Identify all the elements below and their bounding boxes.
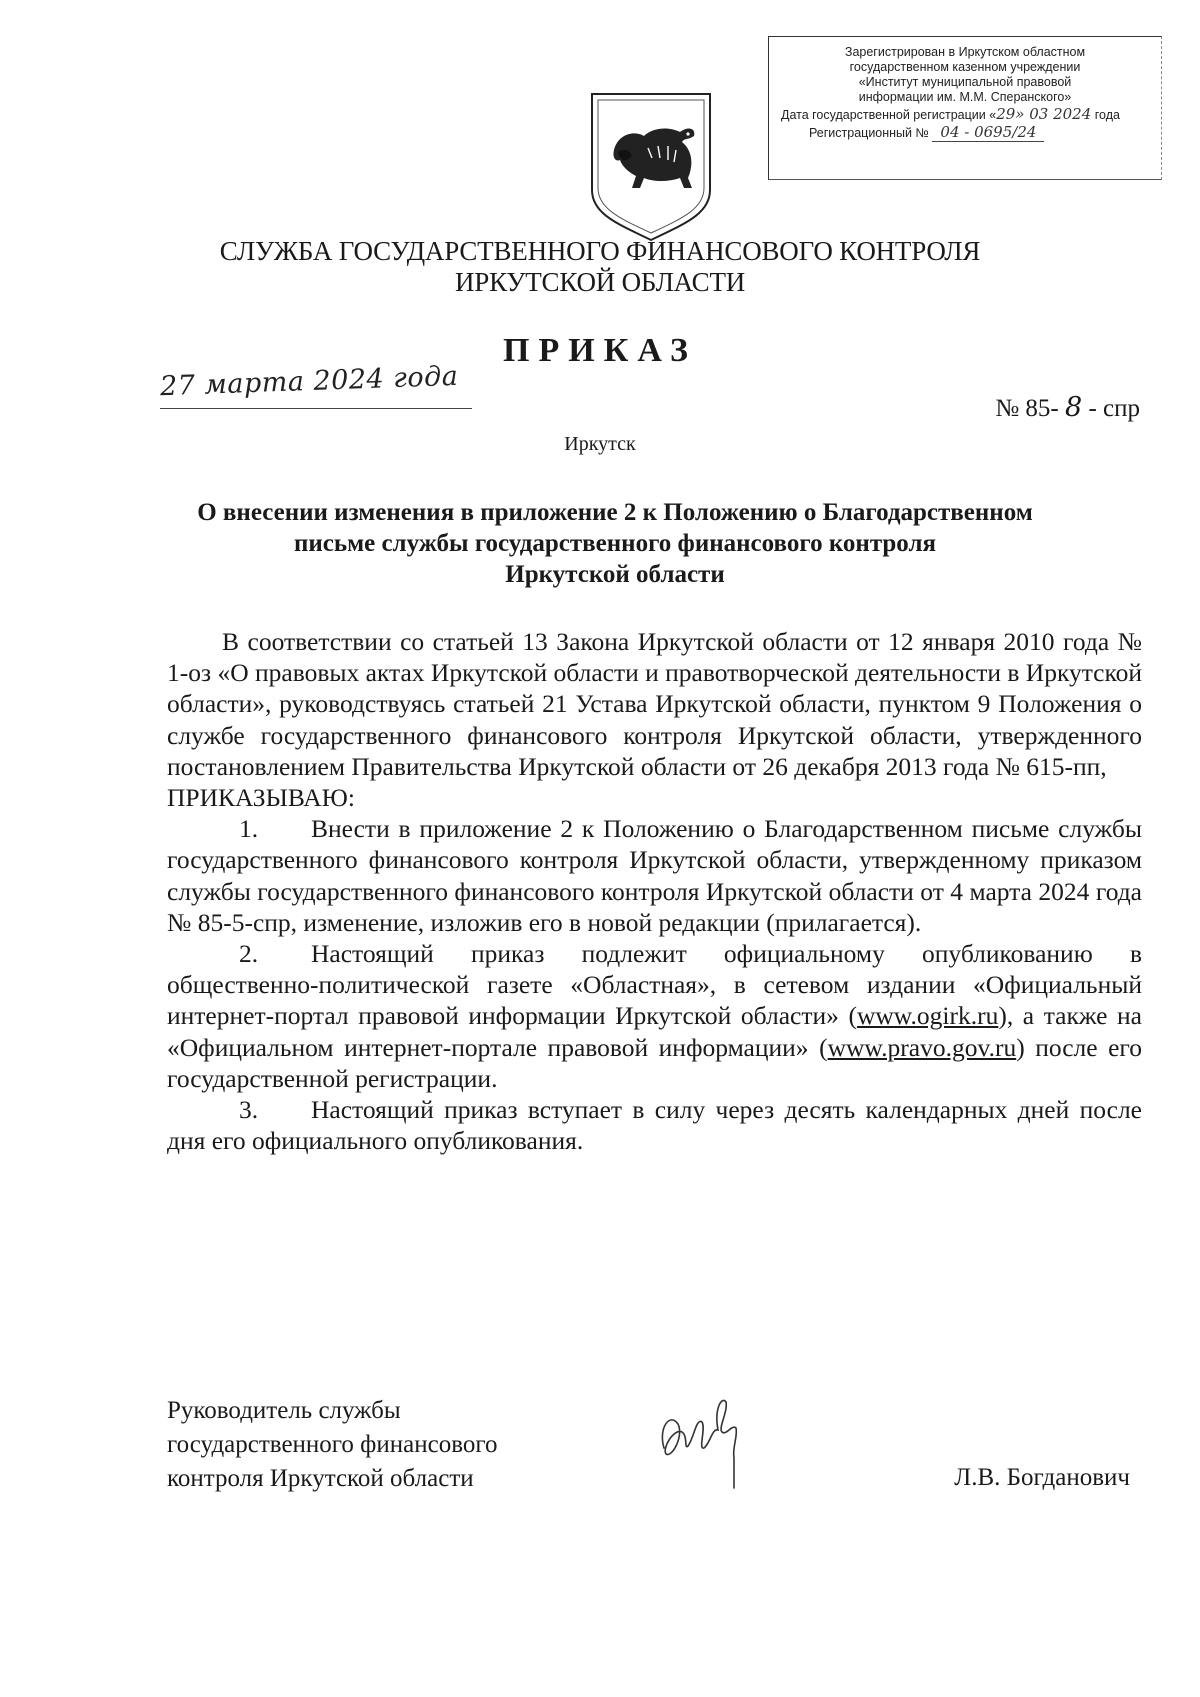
stamp-date-handwritten: 29» 03 2024 [996,105,1092,123]
order-number-suffix: - спр [1088,395,1140,422]
order-number [995,392,1140,423]
item-3-text: Настоящий приказ вступает в силу через десять календарных дней после дня его официального опубликования. [167,1095,1142,1156]
subject-line-3: Иркутской области [505,561,725,588]
item-3-paragraph [167,1094,1142,1156]
handwritten-signature [652,1388,752,1498]
order-word: ПРИКАЗЫВАЮ: [167,783,355,813]
position-line-2: государственного финансового [167,1431,498,1458]
coat-of-arms-icon [588,92,714,242]
position-line-1: Руководитель службы [167,1397,401,1424]
order-number-handwritten: 8 [1065,392,1083,423]
stamp-reg-row [809,125,1044,141]
item-2-text-part-3: ) после его государственной регистрации. [167,1032,1143,1093]
stamp-line-4: информации им. М.М. Сперанского» [858,90,1072,104]
item-1-paragraph [167,813,1142,938]
stamp-date-suffix: года [1094,108,1120,122]
document-body [167,626,1142,1156]
stamp-reg-handwritten: 04 - 0695/24 [932,123,1044,142]
stamp-line-2: государственном казенном учреждении [849,60,1081,74]
stamp-date-label: Дата государственной регистрации « [781,108,997,122]
item-3-number: 3. [239,1095,259,1125]
item-1-text: Внести в приложение 2 к Положению о Благодарственном письме службы государственного финансового контроля Иркутской области, утвержденному приказом службы государственного финансового контроля Иркутской области от 4 марта 2024 года № 85-5-спр, изменение, изложив его в новой редакции (прилагается). [167,814,1142,937]
handwritten-date: 27 марта 2024 года [159,360,459,403]
position-line-3: контроля Иркутской области [167,1465,474,1492]
date-underline [160,408,472,409]
item-2-text-part-1: Настоящий приказ подлежит официальному опубликованию в общественно-политической газете «Областная», в сетевом издании «Официальный интернет-портал правовой информации Иркутской области» ( [167,939,1142,1031]
item-2-paragraph [167,938,1142,1094]
item-1-number: 1. [239,814,259,844]
city: Иркутск [564,433,636,455]
order-number-prefix: № 85- [995,395,1059,422]
pravo-link[interactable]: www.pravo.gov.ru [827,1032,1017,1062]
preamble-paragraph: В соответствии со статьей 13 Закона Иркутской области от 12 января 2010 года № 1-оз «О правовых актах Иркутской области и правотворческой деятельности в Иркутской области», руководствуясь статьей 21 Устава Иркутской области, пунктом 9 Положения о службе государственного финансового контроля Иркутской области, утвержденного постановлением Правительства Иркутской области от 26 декабря 2013 года № 615-пп, [167,627,1142,781]
ogirk-link[interactable]: www.ogirk.ru [856,1001,999,1031]
subject-line-1: О внесении изменения в приложение 2 к Положению о Благодарственном [197,499,1033,526]
stamp-line-1: Зарегистрирован в Иркутском областном [844,45,1086,59]
item-2-number: 2. [239,939,259,969]
document-subject [180,497,1050,590]
stamp-line-3: «Институт муниципальной правовой [858,75,1072,89]
item-2-text-part-2: ), а также на «Официальном интернет-портале правовой информации» ( [167,1001,1142,1062]
stamp-date-row [781,107,1120,123]
organization-name-line-2: ИРКУТСКОЙ ОБЛАСТИ [454,267,746,297]
organization-name-line-1: СЛУЖБА ГОСУДАРСТВЕННОГО ФИНАНСОВОГО КОНТРОЛЯ [219,236,981,266]
subject-line-2: письме службы государственного финансового контроля [293,530,937,557]
document-type-title: ПРИКАЗ [503,332,697,369]
stamp-reg-label: Регистрационный № [809,126,929,140]
signatory-name: Л.В. Богданович [954,1464,1130,1491]
signatory-position [167,1394,497,1496]
registration-stamp [768,36,1162,180]
